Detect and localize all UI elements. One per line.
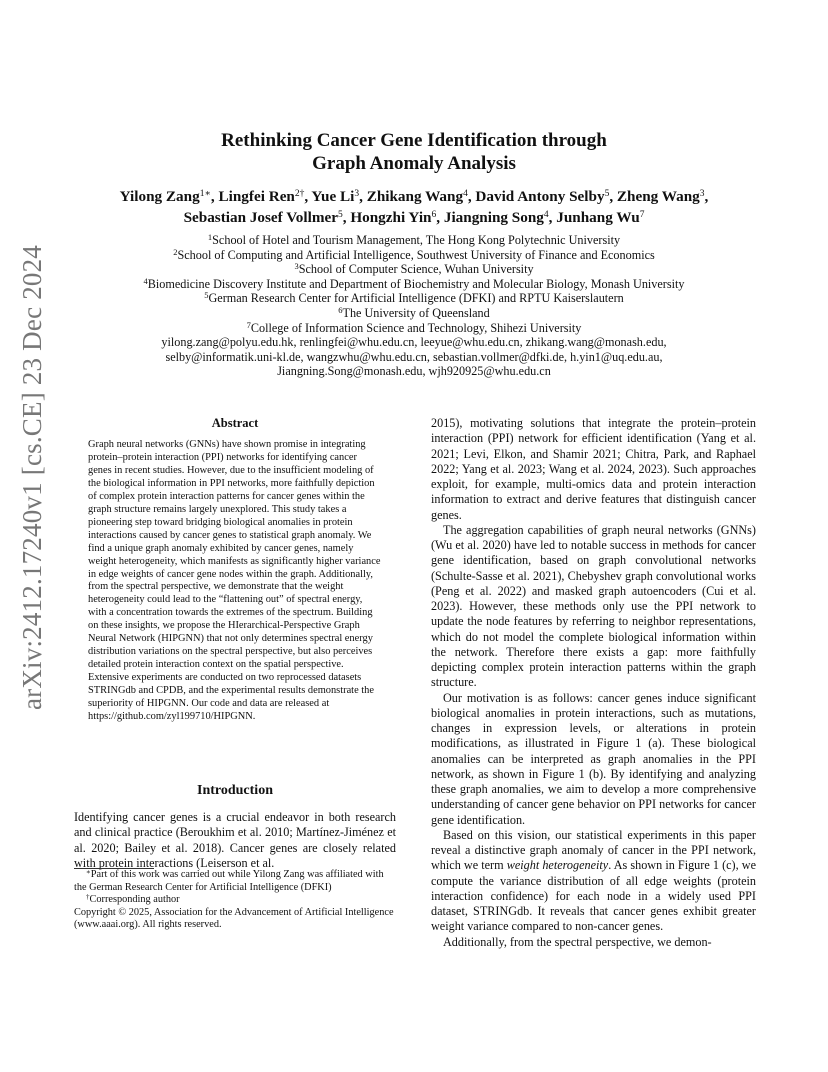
body-paragraph: 2015), motivating solutions that integrate the protein–protein interaction (PPI) network for efficient identification (Yang et al. 2021; Levi, Elkon, and Shamir 2021; Chitra, Park, and Raphael 2022; Yang et al. 2023; Wang et al. 2024, 2023). Such approaches exploit, for example, multi-omics data and protein interaction information to extract and derive features that distinguish cancer genes. bbox=[431, 416, 756, 522]
affiliation-number: 7 bbox=[246, 319, 251, 330]
affiliation-line bbox=[78, 277, 750, 292]
affiliation-line bbox=[78, 306, 750, 321]
author-name: Hongzhi Yin bbox=[350, 209, 432, 226]
author-affiliation-mark: 3 bbox=[699, 189, 705, 199]
abstract-body: Graph neural networks (GNNs) have shown promise in integrating protein–protein interaction (PPI) networks for identifying cancer genes in recent studies. However, due to the insufficient modeling of the biological information in PPI networks, more faithfully depiction of complex protein interaction patterns for cancer genes within the graph structure remains largely unexplored. This study takes a pioneering step toward bridging biological anomalies in protein interactions caused by cancer genes to statistical graph anomaly. We find a unique graph anomaly exhibited by cancer genes, namely weight heterogeneity, which manifests as significantly higher variance in edge weights of cancer gene nodes within the graph. Additionally, from the spectral perspective, we demonstrate that the weight heterogeneity could lead to the “flattening out” of spectral energy, with a concentration towards the extremes of the spectrum. Building on these insights, we propose the HIerarchical-Perspective Graph Neural Network (HIPGNN) that not only determines spectral energy distribution variations on the spectral perspective, but also perceives detailed protein interaction context on the spatial perspective. Extensive experiments are conducted on two reprocessed datasets STRINGdb and CPDB, and the experimental results demonstrate the superiority of HIPGNN. Our code and data are released at https://github.com/zyl199710/HIPGNN. bbox=[88, 439, 381, 723]
body-paragraph: The aggregation capabilities of graph neural networks (GNNs) (Wu et al. 2020) have led to notable success in methods for cancer gene identification, based on graph convolutional networks (Schulte-Sasse et al. 2021), Chebyshev graph convolutional works (Peng et al. 2022) and masked graph autoencoders (Cui et al. 2023). However, these methods only use the PPI network to update the node features by referring to neighbor representations, which do not model the complete biological information within the network. Therefore there exists a gap: more faithfully depicting complex protein interaction patterns within the graph structure. bbox=[431, 522, 756, 690]
author-affiliation-mark: 4 bbox=[543, 210, 549, 220]
footnote-mark: ∗ bbox=[86, 868, 91, 876]
author-name: Yilong Zang bbox=[119, 188, 200, 205]
author-affiliation-mark: 6 bbox=[431, 210, 437, 220]
author-affiliation-mark: 3 bbox=[354, 189, 360, 199]
affiliation-number: 2 bbox=[173, 246, 178, 257]
title-line-2: Graph Anomaly Analysis bbox=[312, 153, 516, 174]
introduction-body: Identifying cancer genes is a crucial endeavor in both research and clinical practice (Beroukhim et al. 2010; Martínez-Jiménez et al. 2020; Bailey et al. 2018). Cancer genes are closely related with protein interactions (Leiserson et al. bbox=[74, 810, 396, 870]
affiliation-text: School of Computer Science, Wuhan University bbox=[298, 262, 534, 277]
author-affiliation-mark: 1∗ bbox=[199, 189, 211, 199]
title-line-1: Rethinking Cancer Gene Identification through bbox=[221, 130, 607, 151]
author-list bbox=[78, 186, 750, 228]
author-name: Lingfei Ren bbox=[218, 188, 295, 205]
author-affiliation-mark: 5 bbox=[604, 189, 610, 199]
author-affiliation-mark: 2† bbox=[294, 189, 305, 199]
author-name: Yue Li bbox=[311, 188, 355, 205]
author-name: Zheng Wang bbox=[616, 188, 700, 205]
affiliation-number: 3 bbox=[294, 261, 299, 272]
author-name: Sebastian Josef Vollmer bbox=[183, 209, 338, 226]
affiliation-line bbox=[78, 291, 750, 306]
footnote-text: Corresponding author bbox=[89, 894, 180, 906]
affiliation-text: School of Hotel and Tourism Management, The Hong Kong Polytechnic University bbox=[212, 233, 621, 247]
author-name: David Antony Selby bbox=[475, 188, 605, 205]
term-emphasis: weight heterogeneity bbox=[506, 858, 609, 873]
body-paragraph: Additionally, from the spectral perspective, we demon- bbox=[443, 934, 712, 949]
body-text: Based on this vision, our statistical experiments in this paper reveal a distinctive graph anomaly of cancer in the PPI network, which we term bbox=[431, 827, 756, 873]
author-line-2: Sebastian Josef Vollmer$^5$, Hongzhi Yin$^6$, Jiangning Song$^4$, Junhang Wu$^7$ bbox=[183, 209, 645, 226]
affiliation-block bbox=[78, 233, 750, 379]
introduction-heading: Introduction bbox=[197, 783, 273, 798]
author-name: Zhikang Wang bbox=[366, 188, 464, 205]
author-affiliation-mark: 5 bbox=[337, 210, 343, 220]
copyright-notice: Copyright © 2025, Association for the Advancement of Artificial Intelligence (www.aaai.org). All rights reserved. bbox=[74, 906, 394, 931]
affiliation-text: Biomedicine Discovery Institute and Department of Biochemistry and Molecular Biology, Monash University bbox=[147, 276, 685, 291]
arxiv-identifier-text: arXiv:2412.17240v1 [cs.CE] 23 Dec 2024 bbox=[17, 244, 48, 711]
affiliation-text: German Research Center for Artificial Intelligence (DFKI) and RPTU Kaiserslautern bbox=[208, 291, 624, 306]
body-paragraph: Our motivation is as follows: cancer genes induce significant biological anomalies in protein interactions, such as mutations, changes in expression levels, or alterations in protein modifications, as illustrated in Figure 1 (a). These biological anomalies can be interpreted as graph anomalies in the PPI network, as shown in Figure 1 (b). By identifying and analyzing these graph anomalies, we aim to develop a more comprehensive understanding of cancer gene behavior on PPI networks for cancer gene identification. bbox=[431, 690, 756, 827]
affiliation-line bbox=[78, 321, 750, 336]
author-affiliation-mark: 4 bbox=[463, 189, 468, 199]
author-name: Junhang Wu bbox=[556, 209, 640, 226]
email-line: Jiangning.Song@monash.edu, wjh920925@whu.edu.cn bbox=[277, 364, 551, 379]
footnotes bbox=[74, 869, 396, 932]
author-line-1: Yilong Zang$^{1∗}$, Lingfei Ren$^{2\dagger}$, Yue Li$^3$, Zhikang Wang$^4$, David Antony Selby$^5$, Zheng Wang$^3$, bbox=[119, 188, 709, 205]
affiliation-text: School of Computing and Artificial Intelligence, Southwest University of Finance and Economics bbox=[177, 247, 655, 262]
email-line: selby@informatik.uni-kl.de, wangzwhu@whu.edu.cn, sebastian.vollmer@dfki.de, h.yin1@uq.edu.au, bbox=[165, 349, 663, 364]
footnote-text: Part of this work was carried out while Yilong Zang was affiliated with the German Research Center for Artificial Intelligence (DFKI) bbox=[74, 869, 384, 893]
body-paragraph bbox=[431, 828, 756, 935]
affiliation-number: 4 bbox=[143, 275, 148, 286]
author-affiliation-mark: 7 bbox=[639, 210, 645, 220]
affiliation-line bbox=[78, 248, 750, 263]
email-line: yilong.zang@polyu.edu.hk, renlingfei@whu.edu.cn, leeyue@whu.edu.cn, zhikang.wang@monash.edu, bbox=[161, 335, 667, 350]
affiliation-text: College of Information Science and Technology, Shihezi University bbox=[250, 320, 582, 335]
arxiv-identifier-stamp bbox=[10, 244, 56, 711]
affiliation-text: The University of Queensland bbox=[342, 305, 490, 320]
author-name: Jiangning Song bbox=[443, 209, 544, 226]
affiliation-number: 5 bbox=[204, 290, 209, 301]
affiliation-line bbox=[78, 262, 750, 277]
affiliation-number: 6 bbox=[338, 304, 343, 315]
footnote-mark: † bbox=[86, 893, 90, 902]
affiliation-line bbox=[78, 233, 750, 248]
right-column-text bbox=[431, 416, 756, 950]
paper-title bbox=[100, 129, 728, 175]
affiliation-number: 1 bbox=[207, 232, 213, 242]
abstract-heading: Abstract bbox=[211, 416, 259, 430]
body-text: . As shown in Figure 1 (c), we compute the variance distribution of all edge weights (protein interaction confidence) for each node in a widely used PPI dataset, STRINGdb. It reveals that cancer genes exhibit greater weight variance compared to non-cancer genes. bbox=[431, 858, 756, 934]
footnote-corresponding-author bbox=[74, 894, 396, 907]
footnote-affiliation-note bbox=[74, 869, 396, 894]
